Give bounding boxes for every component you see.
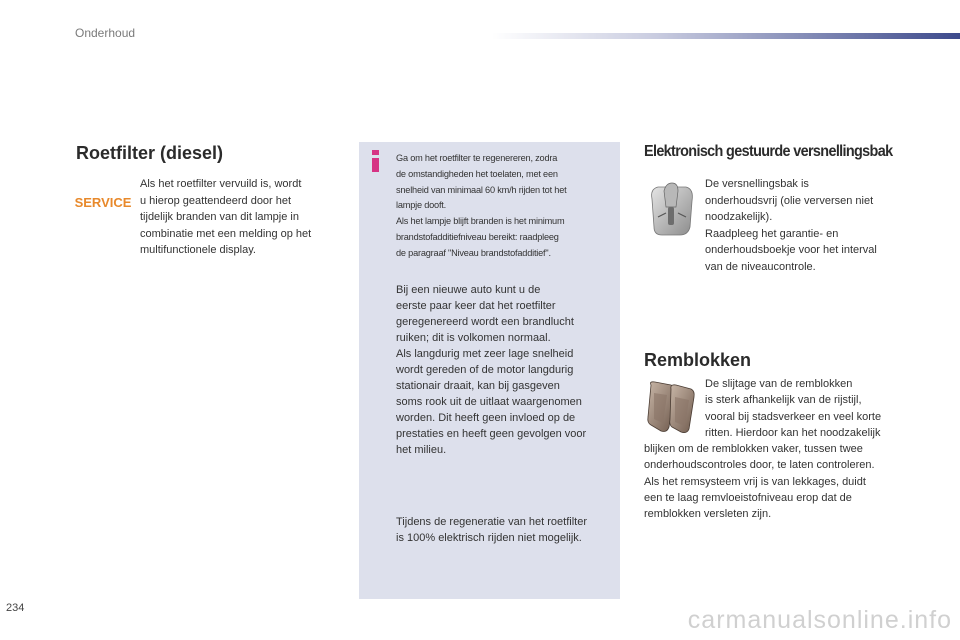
info-line: de omstandigheden het toelaten, met een xyxy=(396,168,558,179)
section-label: Onderhoud xyxy=(75,26,136,40)
text-line: Als langdurig met zeer lage snelheid xyxy=(396,348,574,360)
text-line: ruiken; dit is volkomen normaal. xyxy=(396,332,551,344)
text-line: u hierop geattendeerd door het xyxy=(140,194,292,207)
text-line: eerste paar keer dat het roetfilter xyxy=(396,300,556,312)
text-line: De slijtage van de remblokken xyxy=(705,378,853,390)
text-line: combinatie met een melding op het xyxy=(140,227,312,240)
text-line: is sterk afhankelijk van de rijstijl, xyxy=(705,394,862,407)
text-line: Bij een nieuwe auto kunt u de xyxy=(396,284,541,296)
text-line: Raadpleeg het garantie- en xyxy=(705,227,839,240)
gearbox-text xyxy=(705,176,905,275)
text-line: onderhoudscontroles door, te laten controleren. xyxy=(644,459,875,472)
text-line: wordt gereden of de motor langdurig xyxy=(396,364,574,376)
text-line: van de niveaucontrole. xyxy=(705,260,816,273)
brake-pads-title: Remblokken xyxy=(644,350,752,370)
roetfilter-text xyxy=(140,176,340,259)
text-line: stationair draait, kan bij gasgeven xyxy=(396,380,560,392)
info-line: de paragraaf "Niveau brandstofadditief". xyxy=(396,247,551,258)
text-line: onderhoudsboekje voor het interval xyxy=(705,244,877,256)
watermark: carmanualsonline.info xyxy=(687,606,952,634)
text-line: Tijdens de regeneratie van het roetfilter xyxy=(396,516,587,528)
new-car-paragraph xyxy=(396,282,611,458)
text-line: tijdelijk branden van dit lampje in xyxy=(140,211,299,223)
info-line: Als het lampje blijft branden is het minimum xyxy=(396,216,565,227)
text-line: worden. Dit heeft geen invloed op de xyxy=(396,412,576,424)
text-line: De versnellingsbak is xyxy=(705,178,809,190)
text-line: multifunctionele display. xyxy=(140,244,256,256)
text-line: geregenereerd wordt een brandlucht xyxy=(396,316,574,328)
regeneration-paragraph xyxy=(396,514,611,546)
gear-selector-icon xyxy=(646,177,698,237)
info-note xyxy=(396,151,616,262)
gearbox-title: Elektronisch gestuurde versnellingsbak xyxy=(644,143,893,160)
text-line: blijken om de remblokken vaker, tussen twee xyxy=(644,443,863,455)
brake-text-short xyxy=(705,376,910,441)
text-line: onderhoudsvrij (olie verversen niet xyxy=(705,194,874,207)
text-line: Als het remsysteem vrij is van lekkages, duidt xyxy=(644,475,866,488)
text-line: remblokken versleten zijn. xyxy=(644,508,772,521)
page-number: 234 xyxy=(6,602,25,614)
brake-pads-icon xyxy=(645,379,697,435)
header-bar xyxy=(492,33,960,39)
text-line: vooral bij stadsverkeer en veel korte xyxy=(705,410,882,423)
service-icon-text: SERVICE xyxy=(74,195,132,210)
text-line: Als het roetfilter vervuild is, wordt xyxy=(140,178,302,190)
text-line: ritten. Hierdoor kan het noodzakelijk xyxy=(705,426,881,439)
brake-text-full xyxy=(644,441,912,522)
text-line: prestaties en heeft geen gevolgen voor xyxy=(396,428,587,440)
text-line: het milieu. xyxy=(396,444,447,456)
service-warning-icon xyxy=(74,194,132,210)
info-line: lampje dooft. xyxy=(396,200,447,211)
text-line: noodzakelijk). xyxy=(705,211,773,223)
roetfilter-title: Roetfilter (diesel) xyxy=(76,143,224,163)
info-line: snelheid van minimaal 60 km/h rijden tot het xyxy=(396,184,567,195)
info-line: brandstofadditiefniveau bereikt: raadpleeg xyxy=(396,231,559,242)
text-line: is 100% elektrisch rijden niet mogelijk. xyxy=(396,532,582,544)
info-line: Ga om het roetfilter te regenereren, zodra xyxy=(396,153,558,163)
text-line: soms rook uit de uitlaat waargenomen xyxy=(396,396,582,408)
info-icon xyxy=(371,150,381,172)
text-line: een te laag remvloeistofniveau erop dat de xyxy=(644,491,852,504)
